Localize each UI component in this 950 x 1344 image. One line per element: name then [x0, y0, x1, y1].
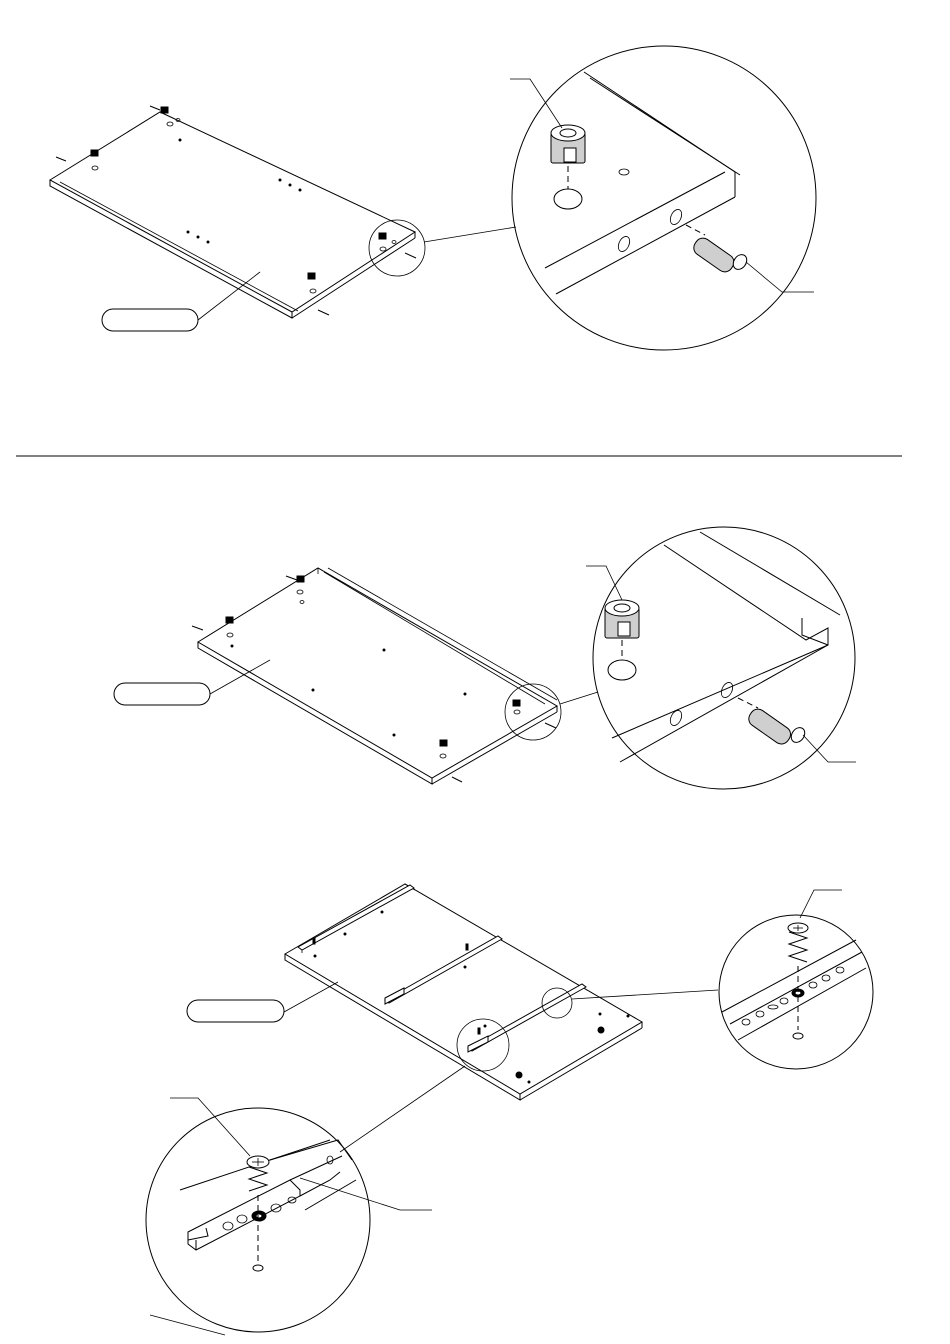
- screw-icon: [788, 923, 808, 1039]
- cam-lock-detail-icon: [551, 125, 585, 209]
- panel-label-3: [187, 982, 338, 1022]
- step-1: [50, 46, 816, 350]
- callout-dowel-2: [803, 735, 856, 762]
- detail-view-1: [512, 46, 816, 350]
- callout-screw-right: [800, 890, 842, 918]
- dowel-detail-icon: [738, 698, 808, 747]
- detail-view-3-left: [146, 1108, 370, 1335]
- detail-view-2: [593, 527, 855, 789]
- panel-bottom-3: [285, 884, 718, 1152]
- step-2: [114, 527, 856, 789]
- callout-cam-lock-1: [510, 79, 562, 128]
- step-3: [146, 884, 873, 1335]
- panel-top-1: [50, 106, 516, 318]
- callout-screw-left: [170, 1098, 250, 1156]
- cam-lock-detail-icon: [605, 600, 639, 680]
- dowel-detail-icon: [686, 225, 750, 275]
- detail-view-3-right: [719, 915, 873, 1069]
- callout-rail: [300, 1178, 432, 1210]
- callout-dowel-1: [746, 262, 814, 292]
- panel-top-2: [192, 568, 598, 784]
